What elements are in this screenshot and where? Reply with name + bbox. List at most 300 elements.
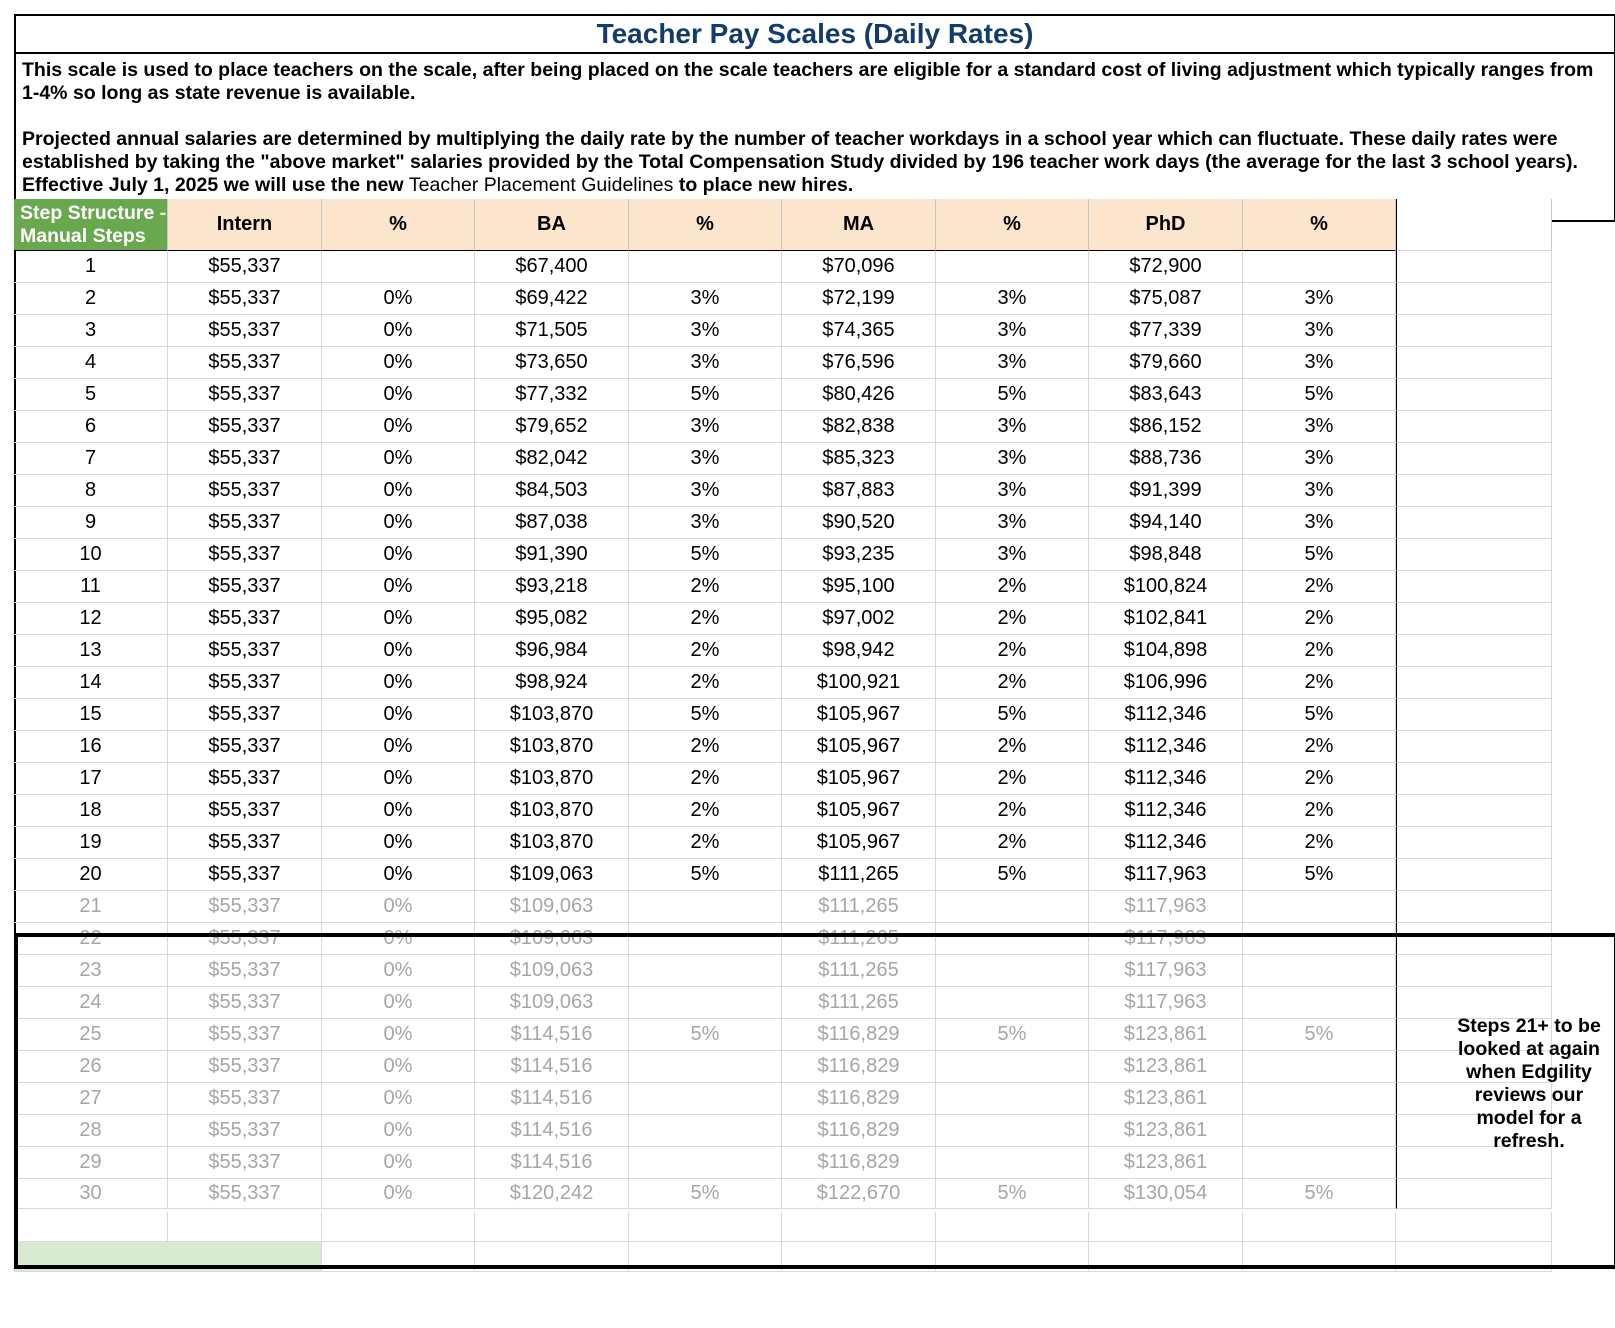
cell-phd-pct[interactable]: 5% [1243, 1019, 1396, 1051]
cell-phd[interactable]: $98,848 [1089, 539, 1243, 571]
cell-intern-pct[interactable]: 0% [322, 571, 475, 603]
cell-ba[interactable]: $98,924 [475, 667, 629, 699]
cell-notes[interactable] [1396, 443, 1552, 475]
cell-notes[interactable] [1396, 827, 1552, 859]
cell-step[interactable]: 19 [14, 827, 168, 859]
cell-phd-pct[interactable]: 3% [1243, 507, 1396, 539]
cell-ma-pct[interactable]: 5% [936, 859, 1089, 891]
cell-ma-pct[interactable]: 2% [936, 667, 1089, 699]
cell-ma[interactable]: $98,942 [782, 635, 936, 667]
cell-ba-pct[interactable]: 5% [629, 1179, 782, 1209]
header-blank-cell[interactable] [1396, 199, 1552, 251]
placement-guidelines-link[interactable]: Teacher Placement Guidelines [408, 174, 674, 196]
cell-phd-pct[interactable]: 5% [1243, 539, 1396, 571]
cell-step[interactable]: 12 [14, 603, 168, 635]
cell-intern[interactable]: $55,337 [168, 1051, 322, 1083]
cell-phd[interactable]: $88,736 [1089, 443, 1243, 475]
cell-ma[interactable]: $111,265 [782, 987, 936, 1019]
cell-ba-pct[interactable]: 3% [629, 411, 782, 443]
empty-cell[interactable] [629, 1242, 782, 1272]
cell-phd-pct[interactable]: 2% [1243, 603, 1396, 635]
empty-cell[interactable] [1089, 1242, 1243, 1272]
cell-ba[interactable]: $109,063 [475, 987, 629, 1019]
cell-ba-pct[interactable] [629, 1115, 782, 1147]
cell-phd[interactable]: $77,339 [1089, 315, 1243, 347]
cell-notes[interactable] [1396, 603, 1552, 635]
cell-ba[interactable]: $96,984 [475, 635, 629, 667]
cell-phd-pct[interactable]: 5% [1243, 379, 1396, 411]
footer-green-cell[interactable] [14, 1242, 322, 1272]
cell-intern-pct[interactable]: 0% [322, 795, 475, 827]
cell-ma-pct[interactable] [936, 1083, 1089, 1115]
cell-step[interactable]: 3 [14, 315, 168, 347]
cell-ma[interactable]: $87,883 [782, 475, 936, 507]
cell-ba-pct[interactable]: 5% [629, 699, 782, 731]
cell-ma[interactable]: $122,670 [782, 1179, 936, 1209]
cell-ma[interactable]: $72,199 [782, 283, 936, 315]
cell-notes[interactable] [1396, 667, 1552, 699]
cell-intern-pct[interactable]: 0% [322, 539, 475, 571]
cell-phd[interactable]: $112,346 [1089, 795, 1243, 827]
cell-ba[interactable]: $73,650 [475, 347, 629, 379]
cell-phd-pct[interactable]: 2% [1243, 635, 1396, 667]
cell-ma[interactable]: $70,096 [782, 251, 936, 283]
cell-phd-pct[interactable] [1243, 251, 1396, 283]
empty-cell[interactable] [1396, 1242, 1552, 1272]
cell-intern-pct[interactable]: 0% [322, 1179, 475, 1209]
cell-ba-pct[interactable]: 5% [629, 1019, 782, 1051]
cell-intern-pct[interactable]: 0% [322, 987, 475, 1019]
cell-step[interactable]: 1 [14, 251, 168, 283]
empty-cell[interactable] [936, 1242, 1089, 1272]
cell-step[interactable]: 23 [14, 955, 168, 987]
cell-phd-pct[interactable] [1243, 891, 1396, 923]
cell-phd-pct[interactable]: 3% [1243, 347, 1396, 379]
cell-ma[interactable]: $97,002 [782, 603, 936, 635]
cell-phd[interactable]: $117,963 [1089, 891, 1243, 923]
cell-intern[interactable]: $55,337 [168, 635, 322, 667]
cell-intern[interactable]: $55,337 [168, 667, 322, 699]
cell-intern-pct[interactable]: 0% [322, 635, 475, 667]
header-phd-pct[interactable]: % [1243, 199, 1396, 251]
cell-ma[interactable]: $90,520 [782, 507, 936, 539]
cell-intern-pct[interactable]: 0% [322, 411, 475, 443]
cell-notes[interactable] [1396, 411, 1552, 443]
cell-step[interactable]: 8 [14, 475, 168, 507]
cell-intern[interactable]: $55,337 [168, 379, 322, 411]
cell-ma[interactable]: $111,265 [782, 923, 936, 955]
cell-notes[interactable] [1396, 795, 1552, 827]
cell-ma[interactable]: $105,967 [782, 795, 936, 827]
cell-ba[interactable]: $114,516 [475, 1147, 629, 1179]
cell-intern-pct[interactable]: 0% [322, 923, 475, 955]
cell-phd-pct[interactable] [1243, 987, 1396, 1019]
cell-ba-pct[interactable]: 2% [629, 795, 782, 827]
cell-ma-pct[interactable] [936, 251, 1089, 283]
cell-intern-pct[interactable]: 0% [322, 1051, 475, 1083]
cell-intern[interactable]: $55,337 [168, 571, 322, 603]
cell-intern-pct[interactable]: 0% [322, 379, 475, 411]
cell-intern[interactable]: $55,337 [168, 699, 322, 731]
cell-intern-pct[interactable]: 0% [322, 507, 475, 539]
cell-ma[interactable]: $80,426 [782, 379, 936, 411]
cell-ma-pct[interactable]: 3% [936, 475, 1089, 507]
cell-ma-pct[interactable]: 3% [936, 347, 1089, 379]
cell-ba-pct[interactable] [629, 891, 782, 923]
cell-phd-pct[interactable]: 5% [1243, 1179, 1396, 1209]
cell-step[interactable]: 22 [14, 923, 168, 955]
empty-cell[interactable] [1396, 1212, 1552, 1242]
cell-ba-pct[interactable]: 2% [629, 603, 782, 635]
cell-ba-pct[interactable]: 5% [629, 539, 782, 571]
cell-intern[interactable]: $55,337 [168, 859, 322, 891]
cell-ba[interactable]: $87,038 [475, 507, 629, 539]
cell-ma[interactable]: $105,967 [782, 763, 936, 795]
empty-cell[interactable] [629, 1212, 782, 1242]
cell-intern-pct[interactable]: 0% [322, 347, 475, 379]
cell-step[interactable]: 30 [14, 1179, 168, 1209]
cell-ba[interactable]: $109,063 [475, 923, 629, 955]
empty-cell[interactable] [1089, 1212, 1243, 1242]
cell-phd[interactable]: $83,643 [1089, 379, 1243, 411]
cell-phd[interactable]: $123,861 [1089, 1019, 1243, 1051]
cell-ba-pct[interactable]: 2% [629, 827, 782, 859]
cell-phd-pct[interactable]: 5% [1243, 699, 1396, 731]
cell-phd-pct[interactable]: 2% [1243, 763, 1396, 795]
cell-step[interactable]: 11 [14, 571, 168, 603]
cell-phd[interactable]: $106,996 [1089, 667, 1243, 699]
header-intern[interactable]: Intern [168, 199, 322, 251]
cell-ma[interactable]: $111,265 [782, 955, 936, 987]
cell-intern-pct[interactable]: 0% [322, 699, 475, 731]
cell-notes[interactable] [1396, 347, 1552, 379]
cell-ba[interactable]: $67,400 [475, 251, 629, 283]
cell-intern[interactable]: $55,337 [168, 475, 322, 507]
cell-phd-pct[interactable]: 2% [1243, 795, 1396, 827]
cell-notes[interactable] [1396, 379, 1552, 411]
cell-ma-pct[interactable]: 3% [936, 539, 1089, 571]
cell-ba[interactable]: $103,870 [475, 795, 629, 827]
cell-phd[interactable]: $123,861 [1089, 1147, 1243, 1179]
cell-ba[interactable]: $120,242 [475, 1179, 629, 1209]
cell-phd[interactable]: $75,087 [1089, 283, 1243, 315]
cell-intern-pct[interactable]: 0% [322, 603, 475, 635]
empty-cell[interactable] [14, 1212, 168, 1242]
cell-ma-pct[interactable]: 5% [936, 1019, 1089, 1051]
cell-intern-pct[interactable]: 0% [322, 1115, 475, 1147]
header-ma[interactable]: MA [782, 199, 936, 251]
cell-ba[interactable]: $109,063 [475, 859, 629, 891]
cell-ma-pct[interactable] [936, 1051, 1089, 1083]
cell-ba[interactable]: $71,505 [475, 315, 629, 347]
cell-ba-pct[interactable] [629, 987, 782, 1019]
cell-ma[interactable]: $116,829 [782, 1115, 936, 1147]
cell-ba[interactable]: $114,516 [475, 1051, 629, 1083]
cell-ma-pct[interactable] [936, 1115, 1089, 1147]
cell-step[interactable]: 7 [14, 443, 168, 475]
cell-ba-pct[interactable]: 3% [629, 347, 782, 379]
cell-step[interactable]: 2 [14, 283, 168, 315]
cell-ba[interactable]: $82,042 [475, 443, 629, 475]
cell-phd[interactable]: $91,399 [1089, 475, 1243, 507]
cell-ba-pct[interactable]: 5% [629, 859, 782, 891]
cell-intern[interactable]: $55,337 [168, 1147, 322, 1179]
cell-ma-pct[interactable]: 2% [936, 795, 1089, 827]
cell-ba[interactable]: $109,063 [475, 891, 629, 923]
cell-notes[interactable] [1396, 539, 1552, 571]
empty-cell[interactable] [322, 1212, 475, 1242]
cell-intern[interactable]: $55,337 [168, 731, 322, 763]
cell-step[interactable]: 10 [14, 539, 168, 571]
header-ma-pct[interactable]: % [936, 199, 1089, 251]
cell-ba[interactable]: $114,516 [475, 1019, 629, 1051]
cell-intern[interactable]: $55,337 [168, 251, 322, 283]
cell-ma-pct[interactable] [936, 923, 1089, 955]
cell-ba-pct[interactable] [629, 1147, 782, 1179]
cell-phd-pct[interactable] [1243, 923, 1396, 955]
cell-ma-pct[interactable] [936, 955, 1089, 987]
cell-phd-pct[interactable]: 2% [1243, 731, 1396, 763]
cell-phd[interactable]: $112,346 [1089, 827, 1243, 859]
cell-phd-pct[interactable] [1243, 1147, 1396, 1179]
cell-intern[interactable]: $55,337 [168, 987, 322, 1019]
cell-step[interactable]: 15 [14, 699, 168, 731]
cell-phd-pct[interactable] [1243, 1083, 1396, 1115]
cell-ma-pct[interactable] [936, 987, 1089, 1019]
cell-ma-pct[interactable] [936, 1147, 1089, 1179]
cell-phd[interactable]: $102,841 [1089, 603, 1243, 635]
cell-intern-pct[interactable]: 0% [322, 731, 475, 763]
cell-ba-pct[interactable]: 2% [629, 635, 782, 667]
cell-ma[interactable]: $116,829 [782, 1051, 936, 1083]
empty-cell[interactable] [782, 1242, 936, 1272]
cell-step[interactable]: 26 [14, 1051, 168, 1083]
empty-cell[interactable] [782, 1212, 936, 1242]
cell-ba-pct[interactable]: 3% [629, 507, 782, 539]
cell-ma-pct[interactable]: 5% [936, 379, 1089, 411]
cell-phd[interactable]: $72,900 [1089, 251, 1243, 283]
cell-phd-pct[interactable]: 3% [1243, 315, 1396, 347]
cell-ma-pct[interactable]: 3% [936, 315, 1089, 347]
empty-cell[interactable] [1243, 1212, 1396, 1242]
cell-step[interactable]: 29 [14, 1147, 168, 1179]
cell-ma[interactable]: $76,596 [782, 347, 936, 379]
cell-phd-pct[interactable]: 3% [1243, 443, 1396, 475]
cell-step[interactable]: 17 [14, 763, 168, 795]
cell-phd-pct[interactable]: 5% [1243, 859, 1396, 891]
cell-phd[interactable]: $123,861 [1089, 1051, 1243, 1083]
cell-intern[interactable]: $55,337 [168, 283, 322, 315]
cell-ba[interactable]: $103,870 [475, 763, 629, 795]
empty-cell[interactable] [936, 1212, 1089, 1242]
cell-ma-pct[interactable] [936, 891, 1089, 923]
cell-phd[interactable]: $104,898 [1089, 635, 1243, 667]
cell-intern[interactable]: $55,337 [168, 443, 322, 475]
cell-step[interactable]: 20 [14, 859, 168, 891]
cell-phd-pct[interactable]: 3% [1243, 411, 1396, 443]
cell-ma-pct[interactable]: 2% [936, 603, 1089, 635]
cell-ma-pct[interactable]: 2% [936, 763, 1089, 795]
cell-phd-pct[interactable] [1243, 955, 1396, 987]
cell-intern[interactable]: $55,337 [168, 795, 322, 827]
cell-phd[interactable]: $112,346 [1089, 763, 1243, 795]
cell-intern-pct[interactable]: 0% [322, 1083, 475, 1115]
cell-notes[interactable] [1396, 507, 1552, 539]
cell-step[interactable]: 18 [14, 795, 168, 827]
header-phd[interactable]: PhD [1089, 199, 1243, 251]
cell-notes[interactable] [1396, 891, 1552, 923]
cell-intern[interactable]: $55,337 [168, 955, 322, 987]
cell-phd-pct[interactable]: 2% [1243, 571, 1396, 603]
cell-intern-pct[interactable]: 0% [322, 827, 475, 859]
cell-notes[interactable] [1396, 475, 1552, 507]
header-intern-pct[interactable]: % [322, 199, 475, 251]
cell-notes[interactable] [1396, 859, 1552, 891]
cell-step[interactable]: 25 [14, 1019, 168, 1051]
cell-ma[interactable]: $105,967 [782, 827, 936, 859]
cell-notes[interactable] [1396, 1179, 1552, 1209]
cell-ba[interactable]: $103,870 [475, 827, 629, 859]
cell-step[interactable]: 24 [14, 987, 168, 1019]
cell-ba[interactable]: $77,332 [475, 379, 629, 411]
empty-cell[interactable] [1243, 1242, 1396, 1272]
cell-step[interactable]: 27 [14, 1083, 168, 1115]
empty-cell[interactable] [168, 1212, 322, 1242]
header-ba[interactable]: BA [475, 199, 629, 251]
cell-intern[interactable]: $55,337 [168, 1179, 322, 1209]
cell-notes[interactable] [1396, 731, 1552, 763]
cell-ma-pct[interactable]: 5% [936, 699, 1089, 731]
cell-ba[interactable]: $114,516 [475, 1083, 629, 1115]
cell-phd[interactable]: $112,346 [1089, 731, 1243, 763]
cell-ba[interactable]: $109,063 [475, 955, 629, 987]
cell-step[interactable]: 4 [14, 347, 168, 379]
cell-phd-pct[interactable] [1243, 1115, 1396, 1147]
cell-intern-pct[interactable]: 0% [322, 475, 475, 507]
cell-step[interactable]: 6 [14, 411, 168, 443]
cell-ba-pct[interactable]: 3% [629, 475, 782, 507]
cell-intern-pct[interactable]: 0% [322, 667, 475, 699]
cell-ba-pct[interactable]: 5% [629, 379, 782, 411]
cell-ma-pct[interactable]: 2% [936, 827, 1089, 859]
cell-intern[interactable]: $55,337 [168, 411, 322, 443]
cell-ma[interactable]: $116,829 [782, 1083, 936, 1115]
cell-ma[interactable]: $95,100 [782, 571, 936, 603]
cell-phd[interactable]: $123,861 [1089, 1083, 1243, 1115]
cell-intern[interactable]: $55,337 [168, 315, 322, 347]
cell-ba[interactable]: $69,422 [475, 283, 629, 315]
cell-ma[interactable]: $85,323 [782, 443, 936, 475]
cell-intern-pct[interactable]: 0% [322, 443, 475, 475]
cell-step[interactable]: 5 [14, 379, 168, 411]
cell-ma[interactable]: $105,967 [782, 731, 936, 763]
cell-ma[interactable]: $82,838 [782, 411, 936, 443]
cell-intern-pct[interactable]: 0% [322, 1019, 475, 1051]
cell-phd[interactable]: $117,963 [1089, 955, 1243, 987]
cell-phd[interactable]: $94,140 [1089, 507, 1243, 539]
cell-ma-pct[interactable]: 2% [936, 635, 1089, 667]
empty-cell[interactable] [475, 1212, 629, 1242]
header-step-structure[interactable]: Step Structure - Manual Steps [14, 199, 168, 251]
cell-ba[interactable]: $84,503 [475, 475, 629, 507]
cell-ba-pct[interactable]: 2% [629, 763, 782, 795]
cell-step[interactable]: 13 [14, 635, 168, 667]
cell-ma[interactable]: $105,967 [782, 699, 936, 731]
cell-ma[interactable]: $93,235 [782, 539, 936, 571]
cell-ma-pct[interactable]: 3% [936, 443, 1089, 475]
cell-ba-pct[interactable]: 2% [629, 731, 782, 763]
cell-step[interactable]: 9 [14, 507, 168, 539]
cell-phd[interactable]: $100,824 [1089, 571, 1243, 603]
cell-phd-pct[interactable]: 2% [1243, 827, 1396, 859]
cell-phd-pct[interactable]: 3% [1243, 283, 1396, 315]
cell-intern-pct[interactable]: 0% [322, 283, 475, 315]
cell-intern-pct[interactable]: 0% [322, 955, 475, 987]
cell-intern[interactable]: $55,337 [168, 507, 322, 539]
cell-ma-pct[interactable]: 2% [936, 731, 1089, 763]
cell-ba[interactable]: $103,870 [475, 731, 629, 763]
cell-notes[interactable] [1396, 571, 1552, 603]
cell-ma-pct[interactable]: 2% [936, 571, 1089, 603]
cell-notes[interactable] [1396, 283, 1552, 315]
cell-intern-pct[interactable]: 0% [322, 315, 475, 347]
cell-intern-pct[interactable]: 0% [322, 763, 475, 795]
cell-intern-pct[interactable]: 0% [322, 891, 475, 923]
cell-ba[interactable]: $114,516 [475, 1115, 629, 1147]
cell-ba[interactable]: $93,218 [475, 571, 629, 603]
cell-phd[interactable]: $117,963 [1089, 859, 1243, 891]
cell-intern-pct[interactable] [322, 251, 475, 283]
cell-step[interactable]: 14 [14, 667, 168, 699]
cell-ba-pct[interactable]: 2% [629, 667, 782, 699]
cell-ba-pct[interactable] [629, 251, 782, 283]
cell-ba[interactable]: $103,870 [475, 699, 629, 731]
cell-ma-pct[interactable]: 3% [936, 283, 1089, 315]
cell-phd[interactable]: $117,963 [1089, 987, 1243, 1019]
cell-ba[interactable]: $95,082 [475, 603, 629, 635]
cell-intern[interactable]: $55,337 [168, 923, 322, 955]
cell-phd[interactable]: $112,346 [1089, 699, 1243, 731]
cell-ba-pct[interactable] [629, 955, 782, 987]
cell-ba-pct[interactable]: 3% [629, 283, 782, 315]
cell-phd[interactable]: $123,861 [1089, 1115, 1243, 1147]
cell-intern-pct[interactable]: 0% [322, 1147, 475, 1179]
cell-ba[interactable]: $79,652 [475, 411, 629, 443]
cell-notes[interactable] [1396, 315, 1552, 347]
cell-ma[interactable]: $116,829 [782, 1019, 936, 1051]
cell-phd[interactable]: $79,660 [1089, 347, 1243, 379]
cell-ba-pct[interactable]: 3% [629, 443, 782, 475]
cell-ma[interactable]: $116,829 [782, 1147, 936, 1179]
cell-ba-pct[interactable] [629, 1083, 782, 1115]
cell-intern[interactable]: $55,337 [168, 347, 322, 379]
cell-ba-pct[interactable] [629, 923, 782, 955]
cell-intern[interactable]: $55,337 [168, 603, 322, 635]
cell-phd[interactable]: $86,152 [1089, 411, 1243, 443]
cell-phd-pct[interactable] [1243, 1051, 1396, 1083]
cell-phd-pct[interactable]: 3% [1243, 475, 1396, 507]
cell-intern[interactable]: $55,337 [168, 891, 322, 923]
cell-step[interactable]: 28 [14, 1115, 168, 1147]
cell-phd-pct[interactable]: 2% [1243, 667, 1396, 699]
cell-ba-pct[interactable]: 3% [629, 315, 782, 347]
cell-notes[interactable] [1396, 923, 1552, 955]
cell-ma-pct[interactable]: 5% [936, 1179, 1089, 1209]
cell-intern[interactable]: $55,337 [168, 1019, 322, 1051]
cell-ma-pct[interactable]: 3% [936, 507, 1089, 539]
cell-step[interactable]: 16 [14, 731, 168, 763]
cell-intern[interactable]: $55,337 [168, 827, 322, 859]
